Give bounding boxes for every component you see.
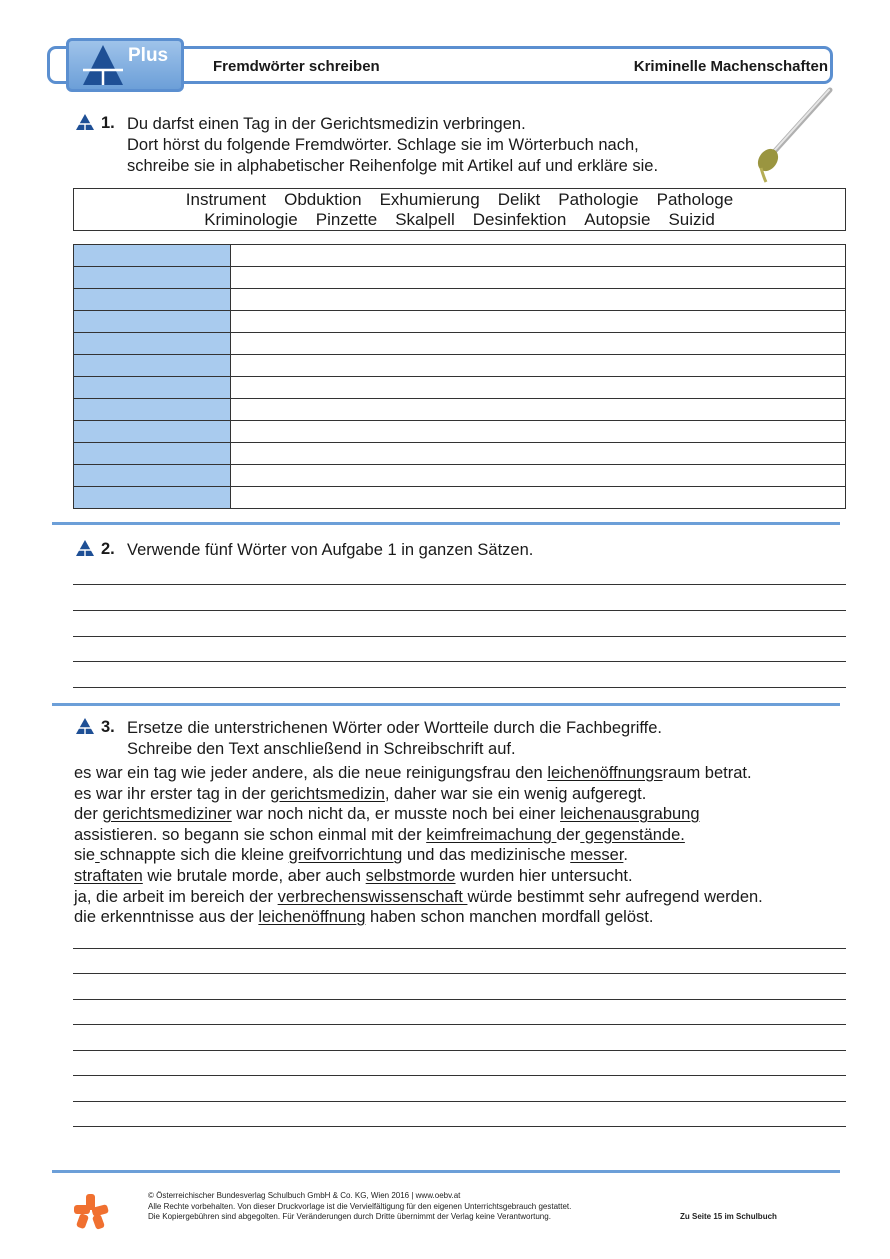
copyright-line: © Österreichischer Bundesverlag Schulbuch GmbH & Co. KG, Wien 2016 | www.oebv.at: [148, 1191, 461, 1200]
word-cell[interactable]: [74, 333, 231, 355]
table-row: [74, 465, 846, 487]
story-segment: wie brutale morde, aber auch: [142, 866, 366, 885]
brush-icon: [752, 86, 834, 186]
table-row: [74, 267, 846, 289]
section-divider: [52, 522, 840, 525]
word-cell[interactable]: [74, 355, 231, 377]
story-segment: der: [74, 805, 103, 824]
underlined-term: leichenöffnungs: [547, 764, 663, 782]
explanation-cell[interactable]: [231, 245, 846, 267]
word-bank-row: [74, 210, 845, 230]
word-cell[interactable]: [74, 311, 231, 333]
writing-line[interactable]: [73, 1024, 846, 1025]
task-1-instruction-line: schreibe sie in alphabetischer Reihenfolge mit Artikel auf und erkläre sie.: [127, 157, 659, 175]
story-segment: ja, die arbeit im bereich der: [74, 887, 278, 906]
table-row: [74, 355, 846, 377]
word-bank-word: Delikt: [497, 190, 541, 209]
story-segment: und das medizinische: [402, 846, 571, 865]
word-cell[interactable]: [74, 399, 231, 421]
word-bank-word: Instrument: [185, 190, 267, 209]
explanation-cell[interactable]: [231, 289, 846, 311]
word-cell[interactable]: [74, 289, 231, 311]
story-line: [74, 804, 763, 825]
story-line: [74, 907, 763, 928]
table-row: [74, 443, 846, 465]
explanation-cell[interactable]: [231, 311, 846, 333]
underlined-term: straftaten: [74, 866, 143, 885]
table-row: [74, 421, 846, 443]
underlined-term: greifvorrichtung: [288, 846, 403, 865]
word-bank-word: Desinfektion: [472, 210, 567, 229]
story-line: [74, 825, 763, 846]
worksheet-chapter: Kriminelle Machenschaften: [633, 58, 828, 75]
story-segment: assistieren. so begann sie schon einmal mit der: [74, 825, 427, 844]
section-divider: [52, 703, 840, 706]
word-cell[interactable]: [74, 245, 231, 267]
explanation-cell[interactable]: [231, 267, 846, 289]
table-row: [74, 399, 846, 421]
story-segment: sie: [74, 846, 96, 865]
story-text: [74, 763, 763, 928]
story-line: [74, 887, 763, 908]
underlined-term: selbstmorde: [365, 866, 456, 885]
story-line: [74, 866, 763, 887]
explanation-cell[interactable]: [231, 421, 846, 443]
copyright-notice: [148, 1191, 571, 1223]
table-row: [74, 487, 846, 509]
word-bank-word: Autopsie: [584, 210, 651, 229]
underlined-term: gegenstände.: [580, 825, 685, 844]
story-line: [74, 784, 763, 805]
story-segment: wurden hier untersucht.: [455, 866, 633, 885]
writing-line[interactable]: [73, 610, 846, 611]
underlined-term: messer: [570, 846, 624, 865]
word-cell[interactable]: [74, 267, 231, 289]
task-1-number: 1.: [101, 114, 115, 132]
task-2-pyramid-icon: [75, 539, 95, 557]
word-cell[interactable]: [74, 465, 231, 487]
writing-line[interactable]: [73, 687, 846, 688]
underlined-term: leichenöffnung: [258, 908, 366, 927]
logo-label: Plus: [128, 45, 169, 66]
task-3-instruction-line: Schreibe den Text anschließend in Schreibschrift auf.: [127, 740, 516, 758]
publisher-logo-icon: [71, 1191, 111, 1231]
worksheet-topic: Fremdwörter schreiben: [213, 58, 380, 75]
word-bank: [73, 188, 846, 231]
word-bank-word: Exhumierung: [379, 190, 480, 209]
writing-line[interactable]: [73, 1101, 846, 1102]
copyright-line: Die Kopiergebühren sind abgegolten. Für Veränderungen durch Dritte übernimmt der Verlag keine Verantwortung.: [148, 1212, 551, 1221]
table-row: [74, 245, 846, 267]
textbook-page-reference: Zu Seite 15 im Schulbuch: [680, 1212, 777, 1221]
task-3-pyramid-icon: [75, 717, 95, 735]
table-row: [74, 311, 846, 333]
story-line: [74, 763, 763, 784]
story-segment: , daher war sie ein wenig aufgeregt.: [384, 784, 647, 803]
word-cell[interactable]: [74, 487, 231, 509]
writing-line[interactable]: [73, 584, 846, 585]
word-bank-word: Skalpell: [395, 210, 455, 229]
word-cell[interactable]: [74, 443, 231, 465]
story-segment: die erkenntnisse aus der: [74, 908, 259, 927]
copyright-line: Alle Rechte vorbehalten. Von dieser Druckvorlage ist die Vervielfältigung für den eigenen Unterrichtsgebrauch gestattet.: [148, 1201, 572, 1211]
task-3-number: 3.: [101, 718, 115, 736]
word-bank-word: Obduktion: [284, 190, 362, 209]
word-cell[interactable]: [74, 377, 231, 399]
underlined-term: gerichtsmedizin: [270, 784, 385, 803]
table-row: [74, 289, 846, 311]
writing-line[interactable]: [73, 1075, 846, 1076]
writing-line[interactable]: [73, 948, 846, 949]
story-segment: würde bestimmt sehr aufregend werden.: [467, 887, 763, 906]
task-2-instruction: Verwende fünf Wörter von Aufgabe 1 in ganzen Sätzen.: [127, 541, 534, 559]
explanation-cell[interactable]: [231, 443, 846, 465]
underlined-term: leichenausgrabung: [560, 805, 700, 824]
story-segment: der: [556, 825, 581, 844]
story-segment: war noch nicht da, er musste noch bei einer: [231, 805, 561, 824]
task-1-pyramid-icon: [75, 113, 95, 131]
writing-line[interactable]: [73, 1126, 846, 1127]
word-bank-word: Pinzette: [315, 210, 378, 229]
task-1-instruction-line: Dort hörst du folgende Fremdwörter. Schlage sie im Wörterbuch nach,: [127, 136, 639, 154]
writing-line[interactable]: [73, 661, 846, 662]
word-bank-word: Suizid: [668, 210, 715, 229]
story-segment: es war ihr erster tag in der: [74, 784, 271, 803]
story-segment: raum betrat.: [662, 764, 752, 782]
vocabulary-table: [73, 244, 846, 509]
word-bank-word: Kriminologie: [204, 210, 298, 229]
word-bank-row: [74, 190, 845, 210]
story-segment: schnappte sich die kleine: [99, 846, 289, 865]
task-3-instruction-line: Ersetze die unterstrichenen Wörter oder Wortteile durch die Fachbegriffe.: [127, 719, 662, 737]
story-line: [74, 845, 763, 866]
explanation-cell[interactable]: [231, 465, 846, 487]
table-row: [74, 333, 846, 355]
writing-line[interactable]: [73, 999, 846, 1000]
task-1-instruction-line: Du darfst einen Tag in der Gerichtsmedizin verbringen.: [127, 115, 526, 133]
explanation-cell[interactable]: [231, 355, 846, 377]
story-segment: haben schon manchen mordfall gelöst.: [365, 908, 654, 927]
explanation-cell[interactable]: [231, 377, 846, 399]
underlined-term: verbrechenswissenschaft: [277, 887, 468, 906]
writing-line[interactable]: [73, 636, 846, 637]
underlined-term: gerichtsmediziner: [102, 805, 232, 824]
writing-line[interactable]: [73, 1050, 846, 1051]
story-segment: .: [623, 846, 629, 865]
explanation-cell[interactable]: [231, 399, 846, 421]
task-2-number: 2.: [101, 540, 115, 558]
explanation-cell[interactable]: [231, 333, 846, 355]
writing-line[interactable]: [73, 973, 846, 974]
word-cell[interactable]: [74, 421, 231, 443]
footer-divider: [52, 1170, 840, 1173]
underlined-term: keimfreimachung: [426, 825, 557, 844]
table-row: [74, 377, 846, 399]
word-bank-word: Pathologe: [656, 190, 734, 209]
explanation-cell[interactable]: [231, 487, 846, 509]
story-segment: es war ein tag wie jeder andere, als die neue reinigungsfrau den: [74, 764, 548, 782]
word-bank-word: Pathologie: [558, 190, 639, 209]
